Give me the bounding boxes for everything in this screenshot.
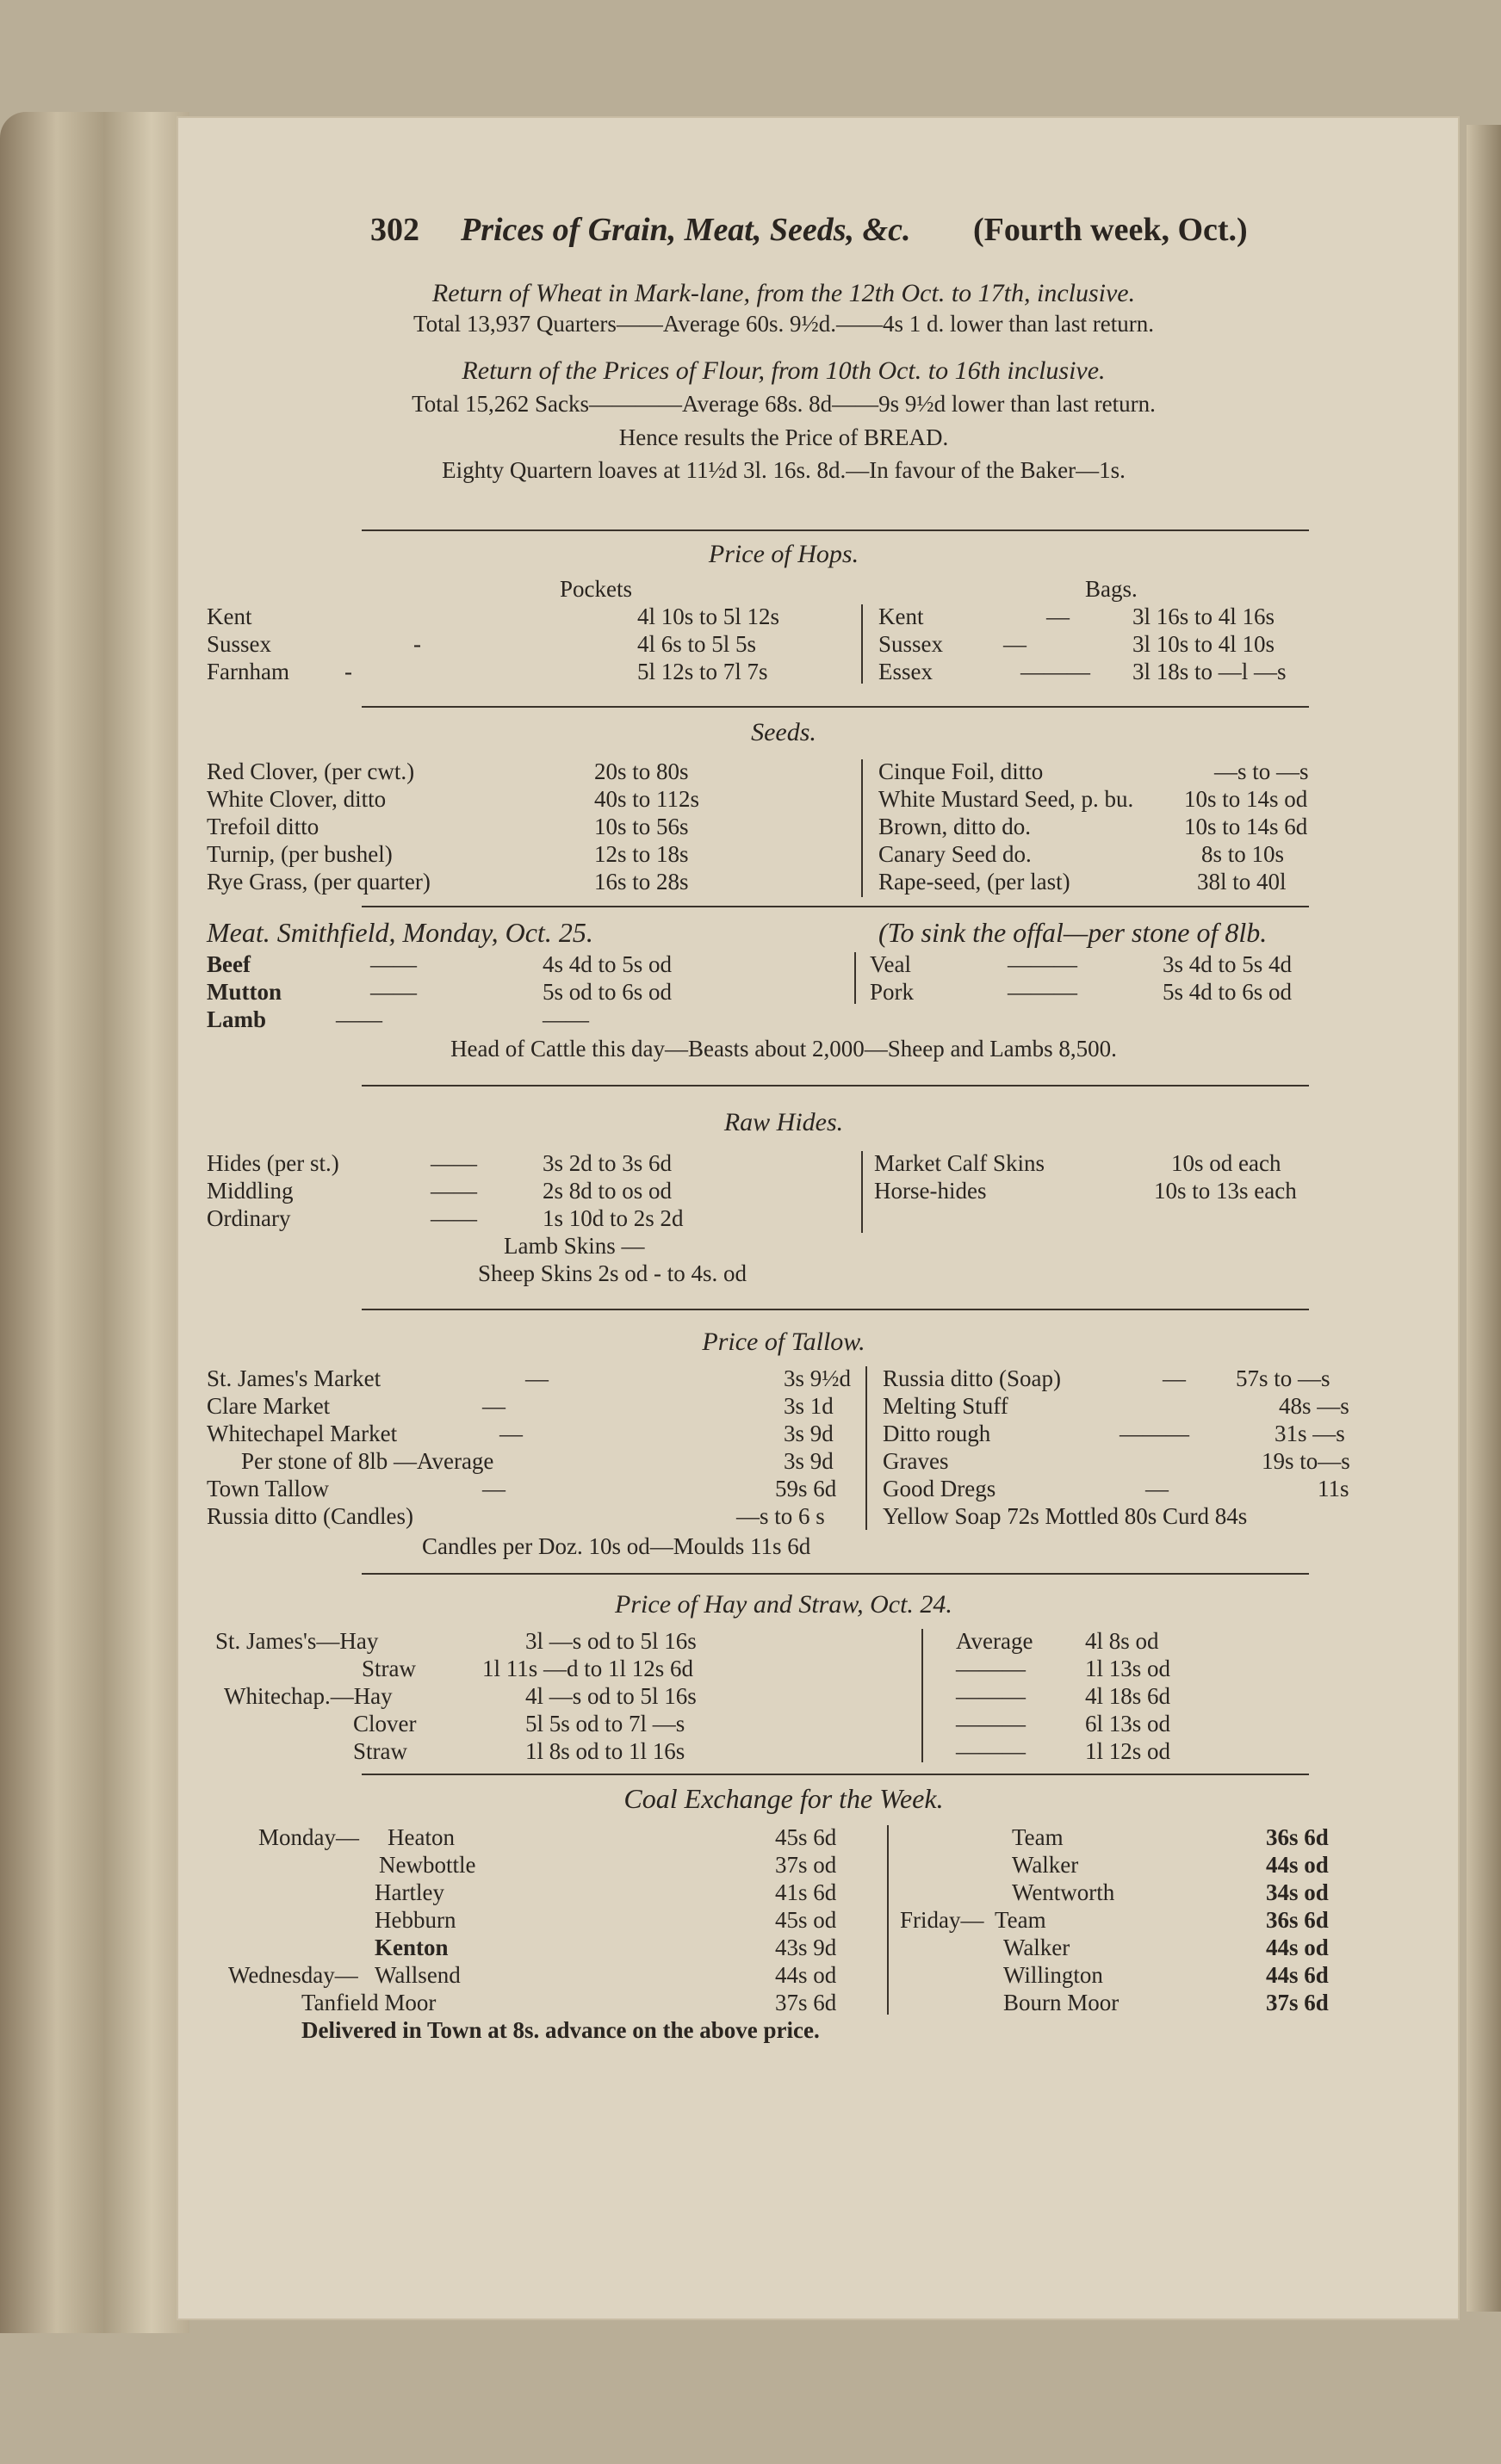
hay-price: 1l 8s od to 1l 16s	[525, 1738, 685, 1764]
tallow-name: Russia ditto (Candles)	[207, 1503, 413, 1529]
meat-price: 5s 4d to 6s od	[1163, 979, 1293, 1005]
seed-name: Turnip, (per bushel)	[207, 841, 393, 867]
hay-price: 3l —s od to 5l 16s	[525, 1628, 697, 1654]
coal-price: 36s 6d	[1266, 1824, 1329, 1850]
tallow-dash: —	[499, 1421, 523, 1446]
coal-day: Friday—	[900, 1907, 984, 1933]
page-week: (Fourth week, Oct.)	[973, 212, 1248, 248]
hay-avg-label: ———	[956, 1738, 1026, 1764]
tallow-candles: Candles per Doz. 10s od—Moulds 11s 6d	[422, 1533, 811, 1559]
tallow-price: 3s 9d	[784, 1448, 834, 1474]
wheat-title: Return of Wheat in Mark-lane, from the 12th Oct. to 17th, inclusive.	[431, 279, 1136, 307]
coal-name: Tanfield Moor	[301, 1990, 437, 2015]
hops-bag-price: 3l 10s to 4l 10s	[1132, 631, 1275, 657]
tallow-price: 57s to —s	[1236, 1365, 1330, 1391]
meat-cattle: Head of Cattle this day—Beasts about 2,000—Sheep and Lambs 8,500.	[450, 1036, 1117, 1062]
hay-avg-label: Average	[956, 1628, 1033, 1654]
hides-sheep: Sheep Skins 2s od - to 4s. od	[478, 1260, 747, 1286]
tallow-price: 59s 6d	[775, 1476, 837, 1501]
seed-name: Rye Grass, (per quarter)	[207, 869, 431, 895]
flour-title: Return of the Prices of Flour, from 10th Oct. to 16th inclusive.	[462, 356, 1106, 385]
tallow-name: Per stone of 8lb —Average	[241, 1448, 494, 1474]
seed-name: White Clover, ditto	[207, 786, 387, 812]
divider	[362, 1085, 1309, 1087]
seed-price: 10s to 14s od	[1184, 786, 1308, 812]
hay-name: Clover	[353, 1711, 417, 1737]
seed-name: Cinque Foil, ditto	[878, 758, 1044, 784]
seed-price: 40s to 112s	[594, 786, 700, 812]
hay-avg-price: 1l 13s od	[1085, 1656, 1171, 1681]
column-rule	[854, 952, 856, 1004]
seed-price: 16s to 28s	[594, 869, 689, 895]
hides-title: Raw Hides.	[723, 1108, 844, 1136]
coal-price: 37s od	[775, 1852, 837, 1878]
seed-price: 10s to 56s	[594, 814, 689, 839]
hops-pocket-price: 4l 6s to 5l 5s	[637, 631, 757, 657]
meat-price: ——	[543, 1006, 589, 1032]
hops-pocket-name: Farnham	[207, 659, 289, 684]
coal-name: Team	[995, 1907, 1046, 1933]
hops-bag-price: 3l 16s to 4l 16s	[1132, 604, 1275, 629]
tallow-dash: ———	[1120, 1421, 1189, 1446]
divider	[362, 706, 1309, 708]
page-number: 302	[370, 212, 419, 248]
coal-day: Monday—	[258, 1824, 359, 1850]
coal-title: Coal Exchange for the Week.	[623, 1783, 944, 1814]
bread-line-2: Eighty Quartern loaves at 11½d 3l. 16s. 8d.—In favour of the Baker—1s.	[442, 457, 1126, 483]
hide-price: 2s 8d to os od	[543, 1178, 673, 1204]
coal-name: Hebburn	[375, 1907, 456, 1933]
coal-footer: Delivered in Town at 8s. advance on the above price.	[301, 2017, 820, 2043]
hay-avg-price: 4l 8s od	[1085, 1628, 1159, 1654]
tallow-name: Whitechapel Market	[207, 1421, 398, 1446]
column-rule	[865, 1366, 867, 1530]
divider	[362, 906, 1309, 907]
hops-bags-label: Bags.	[1085, 576, 1138, 602]
coal-name: Bourn Moor	[1003, 1990, 1120, 2015]
hops-bag-name: Sussex	[878, 631, 944, 657]
hide-price: 10s to 13s each	[1154, 1178, 1297, 1204]
divider	[362, 529, 1309, 531]
coal-name: Wallsend	[375, 1962, 461, 1988]
hay-name: Whitechap.—Hay	[224, 1683, 393, 1709]
hide-price: 10s od each	[1171, 1150, 1281, 1176]
hops-bag-dash: —	[1046, 604, 1070, 629]
hops-pocket-price: 4l 10s to 5l 12s	[637, 604, 780, 629]
tallow-name: Graves	[883, 1448, 949, 1474]
seed-price: 20s to 80s	[594, 758, 689, 784]
divider	[362, 1309, 1309, 1310]
seed-price: 38l to 40l	[1197, 869, 1287, 895]
hide-dash: ——	[431, 1178, 477, 1204]
tallow-dash: —	[1145, 1476, 1169, 1501]
tallow-dash: —	[482, 1476, 506, 1501]
hay-name: Straw	[362, 1656, 416, 1681]
tallow-dash: —	[482, 1393, 506, 1419]
coal-name: Kenton	[375, 1935, 449, 1960]
meat-subtitle: (To sink the offal—per stone of 8lb.	[878, 917, 1268, 948]
seed-name: Brown, ditto do.	[878, 814, 1032, 839]
hay-avg-label: ———	[956, 1711, 1026, 1737]
seed-price: 12s to 18s	[594, 841, 689, 867]
meat-name: Lamb	[207, 1006, 267, 1032]
hops-bag-dash: —	[1003, 631, 1027, 657]
tallow-name: Clare Market	[207, 1393, 331, 1419]
tallow-price: 3s 1d	[784, 1393, 834, 1419]
meat-dash: ——	[370, 979, 417, 1005]
tallow-price: 3s 9d	[784, 1421, 834, 1446]
divider	[362, 1774, 1309, 1775]
coal-price: 45s od	[775, 1907, 837, 1933]
page-title: Prices of Grain, Meat, Seeds, &c.	[461, 212, 911, 248]
coal-price: 43s 9d	[775, 1935, 837, 1960]
coal-price: 44s od	[1266, 1935, 1329, 1960]
hops-pocket-dash: -	[413, 631, 421, 657]
hide-name: Middling	[207, 1178, 294, 1204]
tallow-price: 19s to—s	[1262, 1448, 1350, 1474]
hide-dash: ——	[431, 1205, 477, 1231]
meat-name: Beef	[207, 951, 251, 977]
coal-price: 34s od	[1266, 1879, 1329, 1905]
meat-price: 5s od to 6s od	[543, 979, 673, 1005]
meat-name: Veal	[870, 951, 911, 977]
hay-avg-label: ———	[956, 1656, 1026, 1681]
seed-name: White Mustard Seed, p. bu.	[878, 786, 1134, 812]
meat-title: Meat. Smithfield, Monday, Oct. 25.	[207, 917, 593, 948]
hay-avg-price: 1l 12s od	[1085, 1738, 1171, 1764]
column-rule	[921, 1629, 923, 1762]
flour-line: Total 15,262 Sacks————Average 68s. 8d——9s 9½d lower than last return.	[412, 391, 1156, 417]
book-spine	[0, 112, 189, 2333]
meat-dash: ——	[370, 951, 417, 977]
hide-price: 1s 10d to 2s 2d	[543, 1205, 684, 1231]
column-rule	[861, 759, 863, 897]
coal-name: Willington	[1003, 1962, 1103, 1988]
hide-name: Horse-hides	[874, 1178, 987, 1204]
hops-pocket-name: Sussex	[207, 631, 272, 657]
hide-dash: ——	[431, 1150, 477, 1176]
coal-name: Team	[1012, 1824, 1064, 1850]
coal-day: Wednesday—	[228, 1962, 358, 1988]
hops-title: Price of Hops.	[708, 540, 859, 568]
meat-name: Pork	[870, 979, 915, 1005]
coal-price: 44s 6d	[1266, 1962, 1329, 1988]
tallow-dash: —	[1163, 1365, 1186, 1391]
coal-price: 41s 6d	[775, 1879, 837, 1905]
seed-name: Red Clover, (per cwt.)	[207, 758, 415, 784]
coal-name: Walker	[1012, 1852, 1079, 1878]
meat-price: 4s 4d to 5s od	[543, 951, 673, 977]
column-rule	[887, 1825, 889, 2015]
hide-name: Hides (per st.)	[207, 1150, 339, 1176]
meat-price: 3s 4d to 5s 4d	[1163, 951, 1293, 977]
coal-name: Wentworth	[1012, 1879, 1115, 1905]
meat-dash: ———	[1008, 951, 1077, 977]
seed-name: Rape-seed, (per last)	[878, 869, 1070, 895]
seed-name: Canary Seed do.	[878, 841, 1032, 867]
coal-price: 36s 6d	[1266, 1907, 1329, 1933]
hides-lamb: Lamb Skins —	[504, 1233, 645, 1259]
tallow-name: Russia ditto (Soap)	[883, 1365, 1061, 1391]
column-rule	[861, 1151, 863, 1233]
seeds-title: Seeds.	[751, 718, 816, 746]
book-right-edge	[1467, 125, 1501, 2312]
hay-name: Straw	[353, 1738, 407, 1764]
tallow-price: 48s —s	[1279, 1393, 1349, 1419]
coal-price: 37s 6d	[1266, 1990, 1329, 2015]
column-rule	[861, 604, 863, 684]
tallow-soap: Yellow Soap 72s Mottled 80s Curd 84s	[883, 1503, 1248, 1529]
hops-bag-price: 3l 18s to —l —s	[1132, 659, 1287, 684]
hay-avg-label: ———	[956, 1683, 1026, 1709]
hops-pocket-dash: -	[344, 659, 352, 684]
hay-price: 4l —s od to 5l 16s	[525, 1683, 697, 1709]
hay-avg-price: 6l 13s od	[1085, 1711, 1171, 1737]
hay-price: 1l 11s —d to 1l 12s 6d	[482, 1656, 694, 1681]
tallow-name: Town Tallow	[207, 1476, 329, 1501]
hops-bag-name: Essex	[878, 659, 933, 684]
coal-name: Heaton	[388, 1824, 455, 1850]
tallow-price: 3s 9½d	[784, 1365, 852, 1391]
meat-dash: ———	[1008, 979, 1077, 1005]
tallow-title: Price of Tallow.	[702, 1328, 865, 1356]
coal-price: 44s od	[775, 1962, 837, 1988]
hide-price: 3s 2d to 3s 6d	[543, 1150, 673, 1176]
tallow-name: Melting Stuff	[883, 1393, 1008, 1419]
tallow-dash: —	[525, 1365, 549, 1391]
tallow-price: 31s —s	[1275, 1421, 1345, 1446]
hops-pocket-name: Kent	[207, 604, 252, 629]
bread-line-1: Hence results the Price of BREAD.	[618, 424, 949, 450]
hops-bag-name: Kent	[878, 604, 924, 629]
coal-price: 45s 6d	[775, 1824, 837, 1850]
seed-price: 10s to 14s 6d	[1184, 814, 1308, 839]
seed-price: —s to —s	[1214, 758, 1309, 784]
hay-avg-price: 4l 18s 6d	[1085, 1683, 1171, 1709]
hay-title: Price of Hay and Straw, Oct. 24.	[615, 1590, 952, 1619]
divider	[362, 1573, 1309, 1575]
meat-name: Mutton	[207, 979, 282, 1005]
wheat-line: Total 13,937 Quarters——Average 60s. 9½d.——4s 1 d. lower than last return.	[413, 311, 1154, 337]
tallow-name: Ditto rough	[883, 1421, 991, 1446]
hops-pocket-price: 5l 12s to 7l 7s	[637, 659, 768, 684]
coal-name: Hartley	[375, 1879, 444, 1905]
hops-bag-dash: ———	[1020, 659, 1090, 684]
hay-name: St. James's—Hay	[215, 1628, 379, 1654]
coal-price: 37s 6d	[775, 1990, 837, 2015]
coal-name: Walker	[1003, 1935, 1070, 1960]
hay-price: 5l 5s od to 7l —s	[525, 1711, 685, 1737]
hops-pockets-label: Pockets	[560, 576, 632, 602]
coal-price: 44s od	[1266, 1852, 1329, 1878]
coal-name: Newbottle	[379, 1852, 476, 1878]
seed-name: Trefoil ditto	[207, 814, 319, 839]
hide-name: Ordinary	[207, 1205, 291, 1231]
tallow-name: St. James's Market	[207, 1365, 381, 1391]
tallow-name: Good Dregs	[883, 1476, 996, 1501]
tallow-price: —s to 6 s	[736, 1503, 825, 1529]
tallow-price: 11s	[1318, 1476, 1349, 1501]
seed-price: 8s to 10s	[1201, 841, 1285, 867]
meat-dash: ——	[336, 1006, 382, 1032]
hide-name: Market Calf Skins	[874, 1150, 1045, 1176]
